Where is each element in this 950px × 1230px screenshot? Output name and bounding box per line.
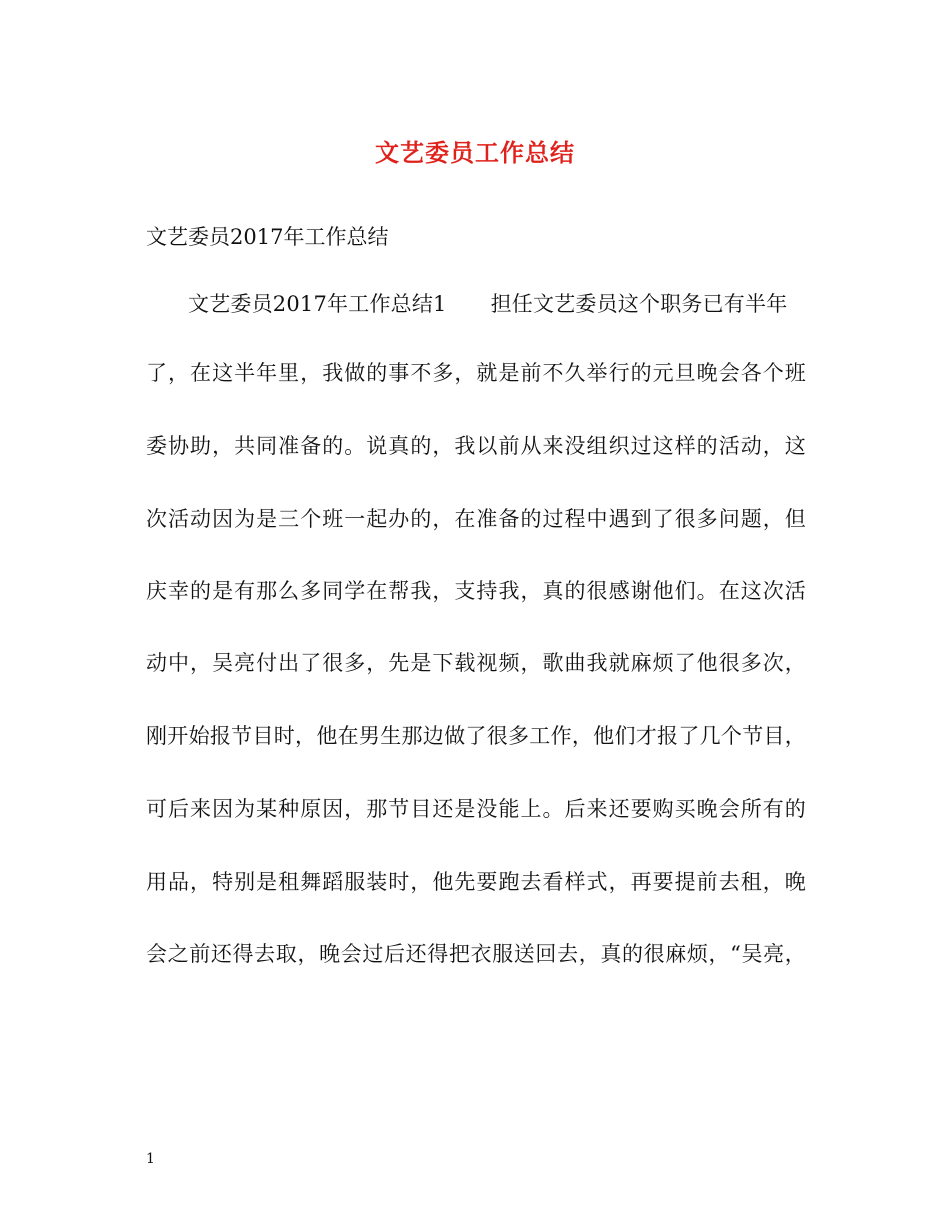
paragraph-line: 了，在这半年里，我做的事不多，就是前不久举行的元旦晚会各个班	[146, 361, 806, 385]
paragraph-first-line	[188, 288, 798, 318]
paragraph-line: 可后来因为某种原因，那节目还是没能上。后来还要购买晚会所有的	[146, 797, 806, 821]
paragraph-text: 担任文艺委员这个职务已有半年	[490, 292, 788, 316]
section-heading: 文艺委员2017年工作总结1	[188, 292, 447, 316]
paragraph-line: 刚开始报节目时，他在男生那边做了很多工作，他们才报了几个节目，	[146, 724, 806, 748]
paragraph-line: 次活动因为是三个班一起办的，在准备的过程中遇到了很多问题，但	[146, 507, 806, 531]
paragraph-line: 庆幸的是有那么多同学在帮我，支持我，真的很感谢他们。在这次活	[146, 579, 806, 603]
paragraph-line: 用品，特别是租舞蹈服装时，他先要跑去看样式，再要提前去租，晚	[146, 870, 806, 894]
paragraph-line: 委协助，共同准备的。说真的，我以前从来没组织过这样的活动，这	[146, 434, 806, 458]
paragraph-line: 会之前还得去取，晚会过后还得把衣服送回去，真的很麻烦，“吴亮，	[146, 942, 806, 966]
page-number: 1	[146, 1151, 155, 1167]
document-title: 文艺委员工作总结	[375, 138, 575, 167]
paragraph-line: 动中，吴亮付出了很多，先是下载视频，歌曲我就麻烦了他很多次，	[146, 651, 806, 675]
document-subtitle: 文艺委员2017年工作总结	[146, 225, 389, 249]
